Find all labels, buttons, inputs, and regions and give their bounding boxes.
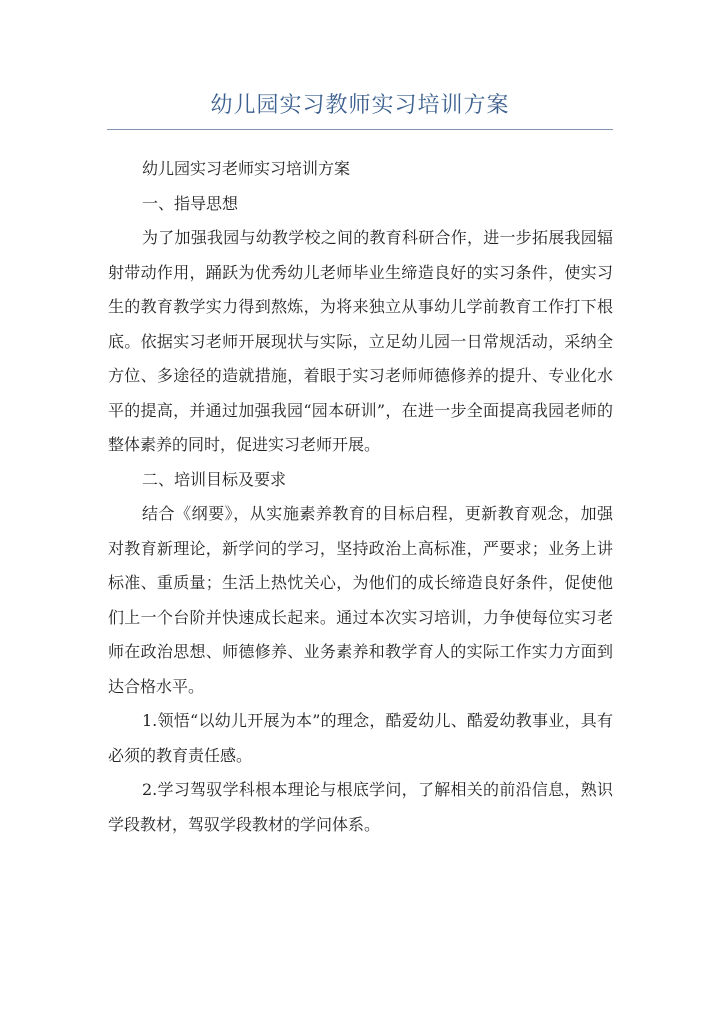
title-divider [107,129,613,130]
body-paragraph-2: 结合《纲要》，从实施素养教育的目标启程，更新教育观念，加强对教育新理论，新学问的学习，坚持政治上高标准，严要求；业务上讲标准、重质量；生活上热忱关心，为他们的成长缔造良好条件，促使他们上一个台阶并快速成长起来。通过本次实习培训，力争使每位实习老师在政治思想、师德修养、业务素养和教学育人的实际工作实力方面到达合格水平。 [108,504,613,696]
list-item-1: 1.领悟“以幼儿开展为本”的理念，酷爱幼儿、酷爱幼教事业，具有必须的教育责任感。 [108,711,613,765]
body-paragraph-1: 为了加强我园与幼教学校之间的教育科研合作，进一步拓展我园辐射带动作用，踊跃为优秀幼儿老师毕业生缔造良好的实习条件，使实习生的教育教学实力得到熬炼，为将来独立从事幼儿学前教育工作打下根底。依据实习老师开展现状与实际，立足幼儿园一日常规活动，采纳全方位、多途径的造就措施，着眼于实习老师师德修养的提升、专业化水平的提高，并通过加强我园“园本研训”，在进一步全面提高我园老师的整体素养的同时，促进实习老师开展。 [108,228,613,454]
list-item-2: 2.学习驾驭学科根本理论与根底学问，了解相关的前沿信息，熟识学段教材，驾驭学段教材的学问体系。 [108,780,613,834]
document-body [108,152,613,842]
section-heading-1: 一、指导思想 [142,193,239,213]
subtitle-paragraph: 幼儿园实习老师实习培训方案 [142,159,351,178]
document-title: 幼儿园实习教师实习培训方案 [210,93,510,118]
section-heading-2: 二、培训目标及要求 [142,469,287,489]
